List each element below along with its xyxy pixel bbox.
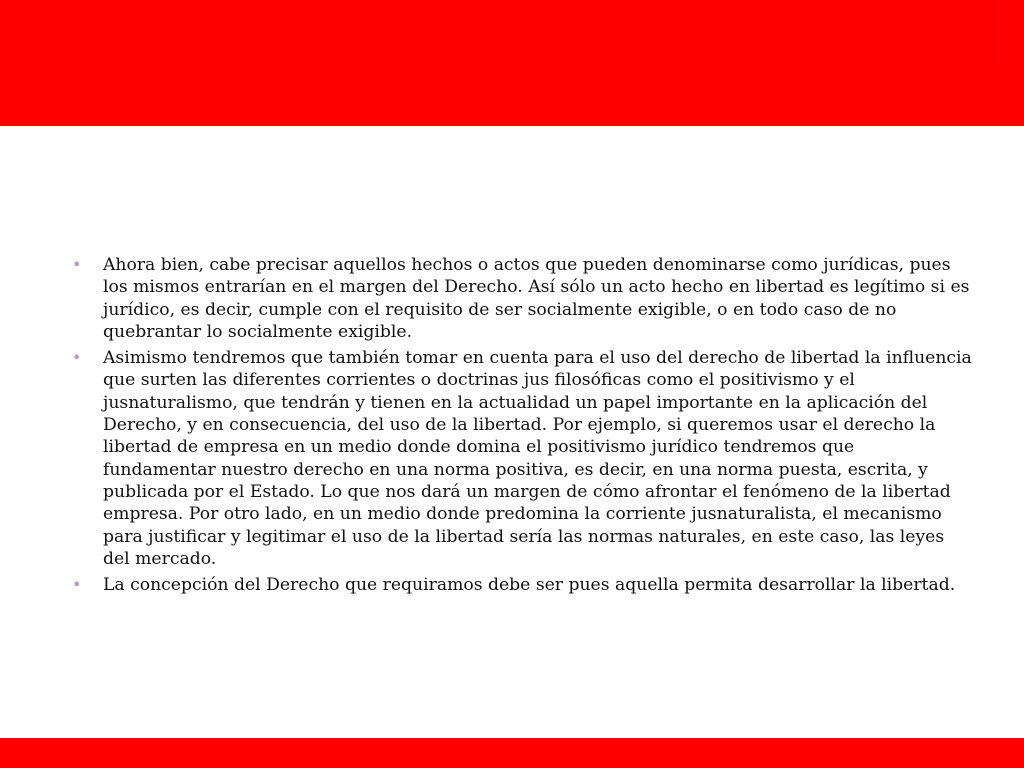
bullet-icon: • [72, 575, 82, 595]
bullet-list [72, 254, 972, 596]
bullet-text: La concepción del Derecho que requiramos debe ser pues aquella permita desarrollar la libertad. [103, 575, 956, 596]
bullet-item [72, 574, 972, 596]
bullet-icon: • [72, 348, 82, 368]
bullet-item [72, 347, 972, 570]
banner-divider [993, 0, 994, 64]
bullet-icon: • [72, 255, 82, 274]
bullet-text: Asimismo tendremos que también tomar en cuenta para el uso del derecho de libertad la influencia que surten las diferentes corrientes o doctrinas jus filosóficas como el positivismo y el jusnaturalismo, que tendrán y tienen en la actualidad un papel importante en la aplicación del Derecho, y en consecuencia, del uso de la libertad. Por ejemplo, si queremos usar el derecho la libertad de empresa en un medio donde domina el positivismo jurídico tendremos que fundamentar nuestro derecho en una norma positiva, es decir, en una norma puesta, escrita, y publicada por el Estado. Lo que nos dará un margen de cómo afrontar el fenómeno de la libertad empresa. Por otro lado, en un medio donde predomina la corriente jusnaturalista, el mecanismo para justificar y legitimar el uso de la libertad sería las normas naturales, en este caso, las leyes del mercado. [103, 348, 972, 569]
bullet-item [72, 254, 972, 343]
slide-content [72, 254, 972, 600]
top-banner [0, 0, 1024, 126]
bullet-text: Ahora bien, cabe precisar aquellos hechos o actos que pueden denominarse como jurídicas, pues los mismos entrarían en el margen del Derecho. Así sólo un acto hecho en libertad es legítimo si es jurídico, es decir, cumple con el requisito de ser socialmente exigible, o en todo caso de no quebrantar lo socialmente exigible. [103, 255, 970, 342]
bottom-banner [0, 738, 1024, 768]
